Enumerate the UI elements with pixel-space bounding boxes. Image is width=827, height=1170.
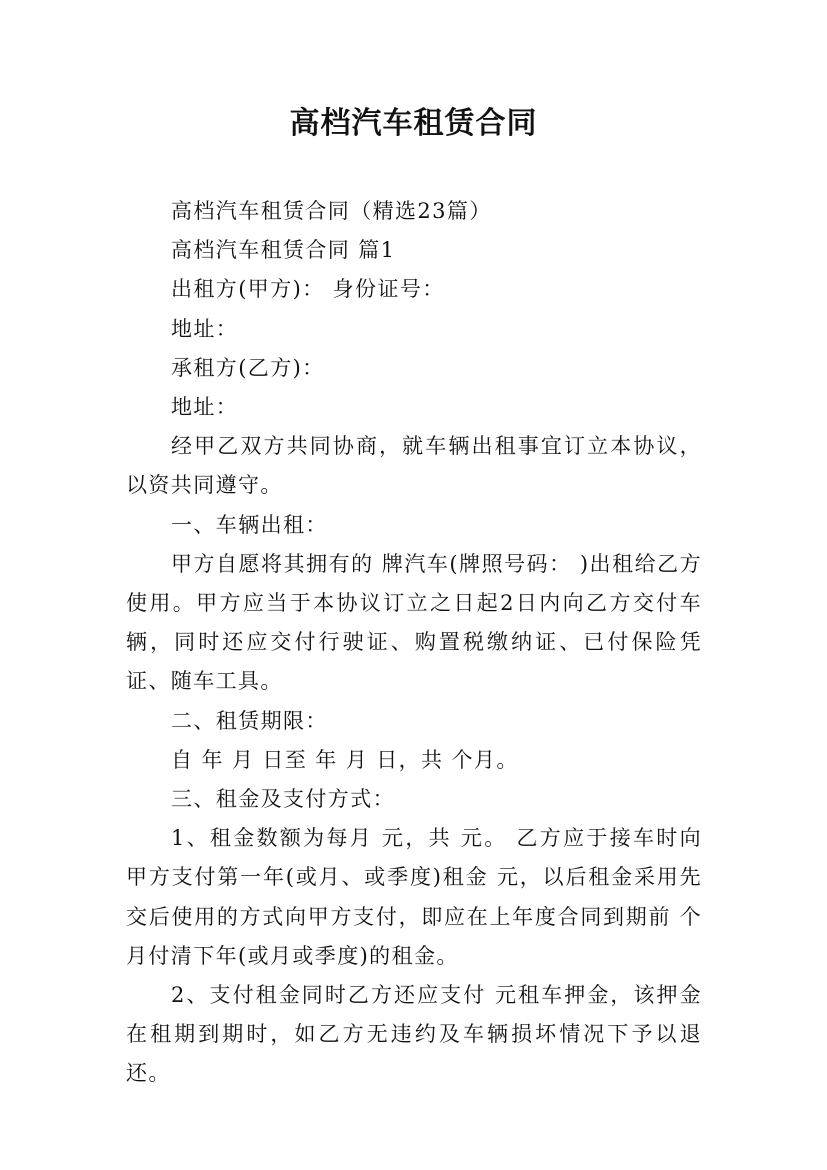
paragraph-section-heading: 高档汽车租赁合同 篇1 — [171, 238, 396, 263]
paragraph-clause-2-text: 自 年 月 日至 年 月 日，共 个月。 — [171, 747, 519, 772]
paragraph-clause-3-item-2: 2、支付租金同时乙方还应支付 元租车押金，该押金在租期到期时，如乙方无违约及车辆损坏情况下予以退还。 — [126, 983, 702, 1086]
paragraph-subtitle: 高档汽车租赁合同（精选23篇） — [171, 199, 492, 223]
paragraph-lessor-address: 地址： — [171, 316, 239, 341]
document-title: 高档汽车租赁合同 — [289, 106, 538, 141]
document-body — [126, 192, 702, 1094]
paragraph-clause-2-heading: 二、租赁期限： — [171, 708, 328, 733]
paragraph-clause-1-text: 甲方自愿将其拥有的 牌汽车(牌照号码： )出租给乙方使用。甲方应当于本协议订立之日起2日内向乙方交付车辆，同时还应交付行驶证、购置税缴纳证、已付保险凭证、随车工具。 — [126, 551, 702, 694]
paragraph-lessee: 承租方(乙方)： — [171, 355, 325, 380]
paragraph-clause-3-item-1: 1、租金数额为每月 元，共 元。 乙方应于接车时向甲方支付第一年(或月、或季度)租金 元，以后租金采用先交后使用的方式向甲方支付，即应在上年度合同到期前 个月付清下年(或月或季度)的租金。 — [126, 826, 702, 968]
paragraph-lessor: 出租方(甲方)： 身份证号： — [171, 277, 445, 302]
paragraph-clause-3-heading: 三、租金及支付方式： — [171, 787, 395, 812]
paragraph-lessee-address: 地址： — [171, 395, 239, 420]
paragraph-agreement-intro: 经甲乙双方共同协商，就车辆出租事宜订立本协议，以资共同遵守。 — [126, 434, 702, 498]
paragraph-clause-1-heading: 一、车辆出租： — [171, 512, 328, 537]
